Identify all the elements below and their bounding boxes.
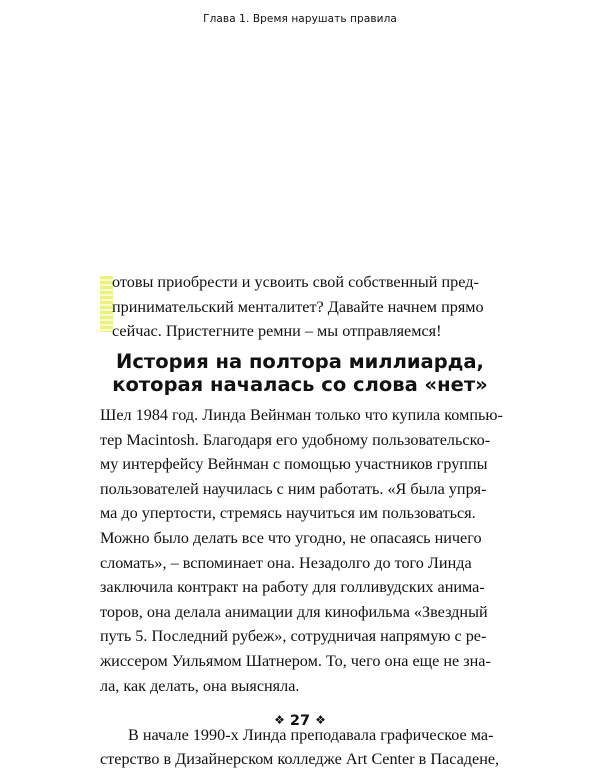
text-line: Шел 1984 год. Линда Вейнман только что купила компью- xyxy=(100,406,503,424)
text-line: сейчас. Пристегните ремни – мы отправляемся! xyxy=(112,322,442,340)
text-line: стерство в Дизайнерском колледже Art Center в Пасадене, xyxy=(100,750,500,769)
text-line: ма до упертости, стремясь научиться им пользоваться. xyxy=(100,504,476,523)
text-line: торов, она делала анимации для кинофильма «Звездный xyxy=(100,602,488,621)
text-line: В начале 1990-х Линда преподавала графическое ма- xyxy=(128,725,494,744)
text-line: пользователей научилась с ним работать. «Я была упря- xyxy=(100,479,487,498)
text-line: тер Macintosh. Благодаря его удобному пользовательско- xyxy=(100,430,491,449)
ornament-icon: ❖ xyxy=(274,713,285,727)
page-number xyxy=(0,713,600,729)
text-line: му интерфейсу Вейнман с помощью участников группы xyxy=(100,455,488,474)
ornament-icon: ❖ xyxy=(315,713,326,727)
text-line: заключила контракт на работу для голливудских анима- xyxy=(100,578,485,597)
section-heading xyxy=(0,350,600,396)
text-line: сломать», – вспоминает она. Незадолго до того Линда xyxy=(100,553,472,572)
text-line: путь 5. Последний рубеж», сотрудничая напрямую с ре- xyxy=(100,627,487,646)
text-line: Можно было делать все что угодно, не опасаясь ничего xyxy=(100,528,482,547)
text-line: отовы приобрести и усвоить свой собственный пред- xyxy=(112,273,479,291)
intro-paragraph xyxy=(100,270,510,344)
text-line: жиссером Уильямом Шатнером. То, чего она еще не зна- xyxy=(100,651,491,670)
running-head: Глава 1. Время нарушать правила xyxy=(203,13,397,25)
section-heading-line: которая началась со слова «нет» xyxy=(112,373,488,396)
page-number-value: 27 xyxy=(289,713,311,729)
section-heading-line: История на полтора миллиарда, xyxy=(116,350,484,373)
text-line: принимательский менталитет? Давайте начнем прямо xyxy=(112,297,484,316)
text-line: ла, как делать, она выясняла. xyxy=(100,676,300,695)
